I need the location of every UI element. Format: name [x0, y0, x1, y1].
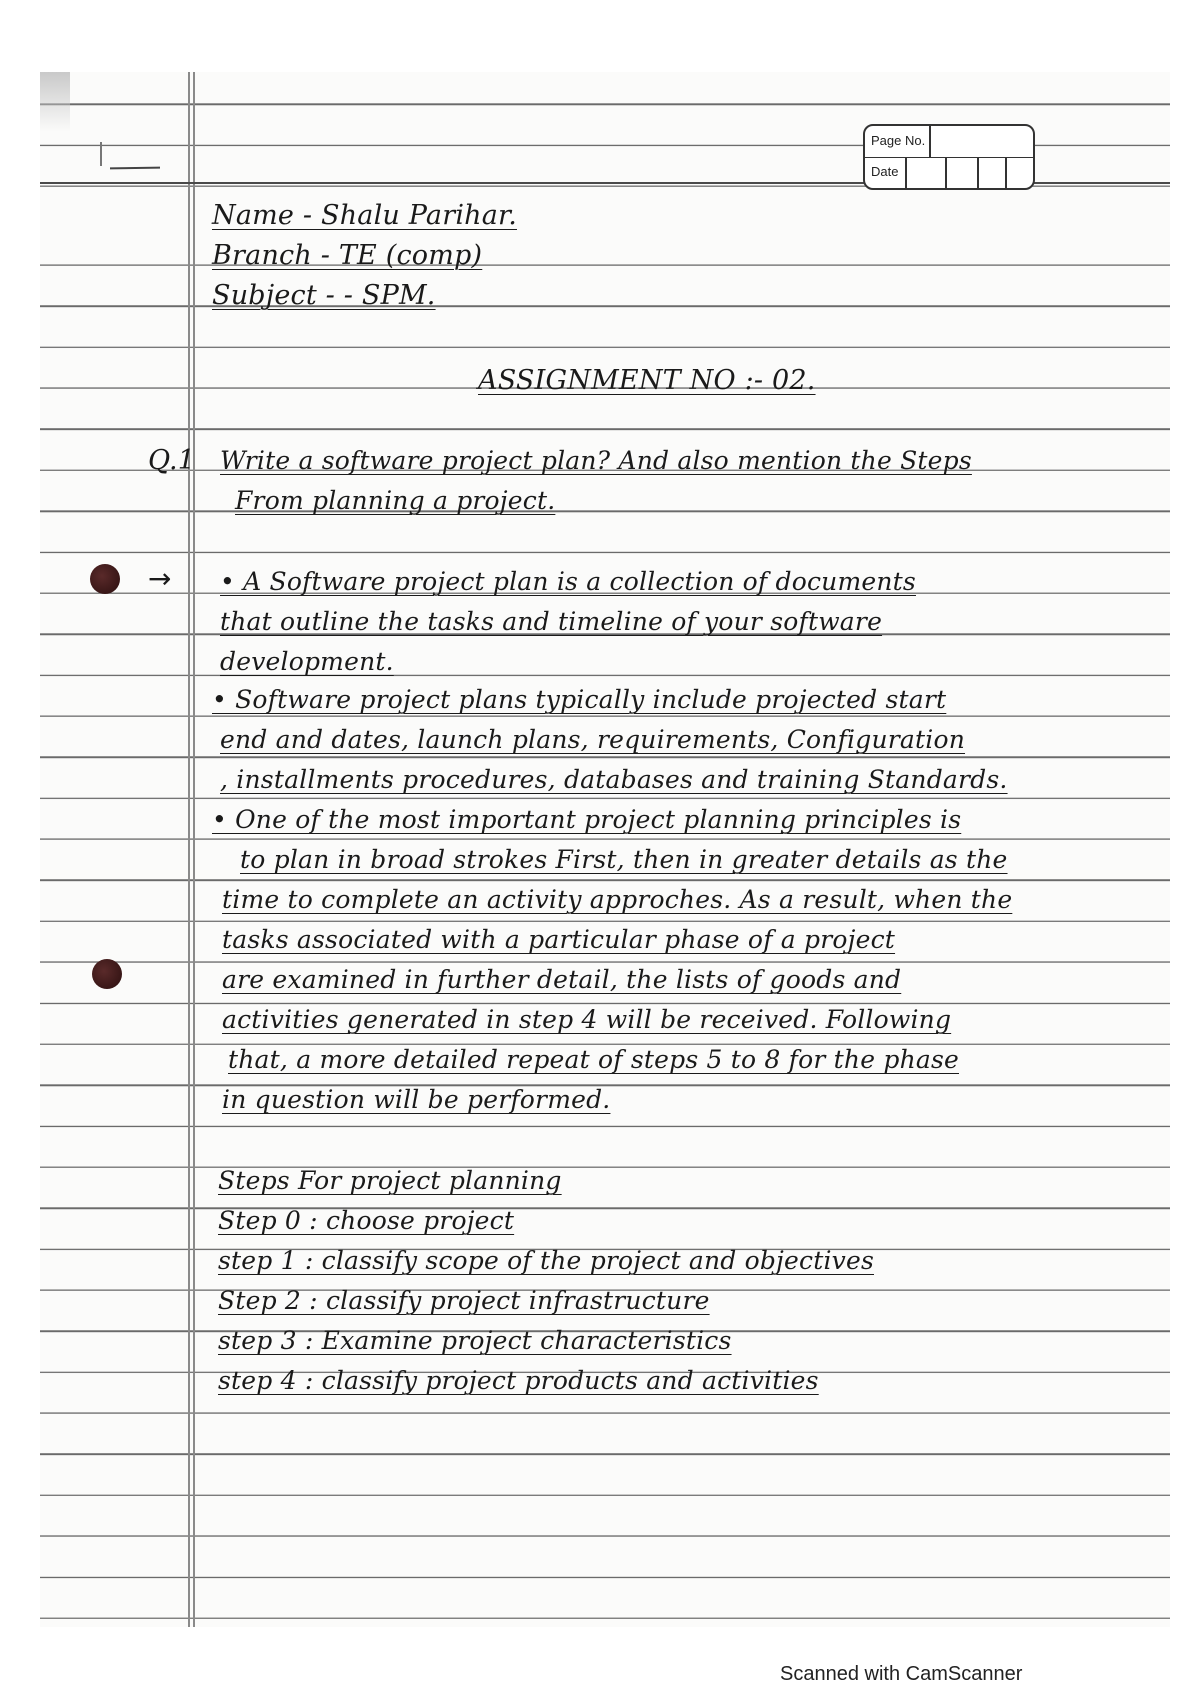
pen-mark	[100, 142, 102, 166]
step-2: Step 2 : classify project infrastructure	[218, 1286, 710, 1315]
answer-line-1: • A Software project plan is a collection of documents	[220, 567, 916, 596]
answer-line-4: • Software project plans typically include projected start	[212, 685, 947, 714]
box-divider	[905, 157, 907, 188]
answer-line-12: activities generated in step 4 will be received. Following	[222, 1005, 952, 1034]
page-number-label: Page No.	[871, 133, 926, 148]
box-divider	[945, 157, 947, 188]
margin-line	[193, 72, 195, 1627]
page-number-row	[865, 126, 1033, 158]
step-4: step 4 : classify project products and activities	[218, 1366, 819, 1395]
date-label: Date	[871, 164, 899, 179]
answer-line-13: that, a more detailed repeat of steps 5 to 8 for the phase	[228, 1045, 959, 1074]
assignment-title: ASSIGNMENT NO :- 02.	[478, 365, 816, 396]
subject-line: Subject - - SPM.	[212, 280, 436, 311]
date-row	[865, 157, 1033, 188]
box-divider	[929, 126, 931, 157]
scan-shadow	[40, 72, 70, 132]
scanner-watermark: Scanned with CamScanner	[780, 1663, 1023, 1685]
ink-blot	[90, 564, 120, 594]
name-line: Name - Shalu Parihar.	[212, 200, 517, 231]
margin-line	[188, 72, 190, 1627]
answer-line-11: are examined in further detail, the lists of goods and	[222, 965, 902, 994]
pen-dash	[110, 167, 160, 170]
question-line-2: From planning a project.	[235, 486, 556, 515]
step-0: Step 0 : choose project	[218, 1206, 515, 1235]
branch-line: Branch - TE (comp)	[212, 240, 483, 271]
step-1: step 1 : classify scope of the project and objectives	[218, 1246, 874, 1275]
answer-line-5: end and dates, launch plans, requirements, Configuration	[220, 725, 966, 754]
answer-line-2: that outline the tasks and timeline of your software	[220, 607, 883, 636]
answer-arrow: →	[148, 562, 172, 595]
answer-line-14: in question will be performed.	[222, 1085, 611, 1114]
notebook-page	[40, 72, 1170, 1627]
ink-blot	[92, 959, 122, 989]
steps-heading: Steps For project planning	[218, 1166, 562, 1195]
answer-line-3: development.	[220, 647, 394, 676]
step-3: step 3 : Examine project characteristics	[218, 1326, 732, 1355]
answer-line-6: , installments procedures, databases and training Standards.	[220, 765, 1008, 794]
box-divider	[977, 157, 979, 188]
page-number-date-box	[863, 124, 1035, 190]
box-divider	[1005, 157, 1007, 188]
answer-line-9: time to complete an activity approches. As a result, when the	[222, 885, 1013, 914]
answer-line-7: • One of the most important project planning principles is	[212, 805, 962, 834]
answer-line-8: to plan in broad strokes First, then in greater details as the	[240, 845, 1008, 874]
question-number: Q.1	[148, 445, 196, 476]
question-line-1: Write a software project plan? And also mention the Steps	[220, 446, 972, 475]
answer-line-10: tasks associated with a particular phase of a project	[222, 925, 896, 954]
